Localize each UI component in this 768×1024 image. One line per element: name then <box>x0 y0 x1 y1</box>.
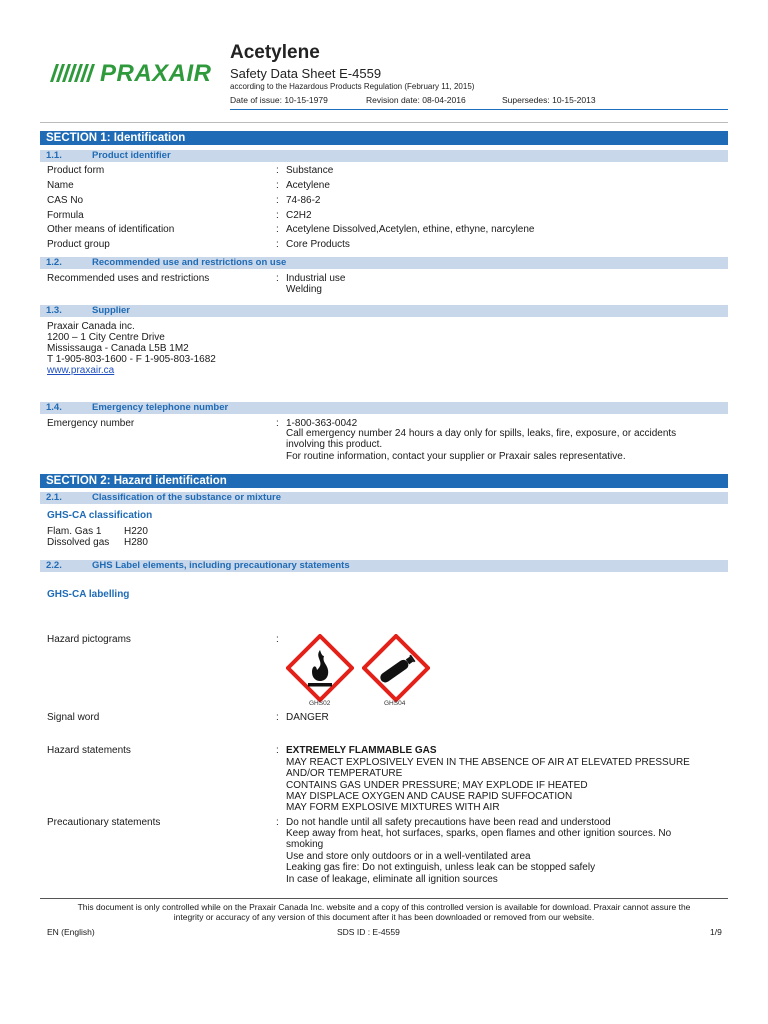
gas-cylinder-icon <box>362 634 430 702</box>
regulation-note: according to the Hazardous Products Regulation (February 11, 2015) <box>230 82 475 91</box>
signal-word-value: DANGER <box>286 712 329 723</box>
logo-text: PRAXAIR <box>100 60 212 87</box>
pictogram-2-caption: GHS04 <box>384 700 406 707</box>
colon: : <box>276 817 279 828</box>
colon: : <box>276 239 279 250</box>
subsection-2-2-header <box>40 560 728 572</box>
colon: : <box>276 210 279 221</box>
footer-language: EN (English) <box>47 927 95 937</box>
colon: : <box>276 195 279 206</box>
hazard-statement: MAY FORM EXPLOSIVE MIXTURES WITH AIR <box>286 802 500 813</box>
other-id-value: Acetylene Dissolved,Acetylen, ethine, ethyne, narcylene <box>286 224 535 235</box>
ghs-classification-heading: GHS-CA classification <box>47 510 153 521</box>
colon: : <box>276 418 279 429</box>
subsection-title: Product identifier <box>92 150 171 161</box>
document-subtitle: Safety Data Sheet E-4559 <box>230 66 382 81</box>
header-divider <box>40 122 728 123</box>
subsection-1-2-header <box>40 257 728 269</box>
name-label: Name <box>47 180 74 191</box>
subsection-title: Emergency telephone number <box>92 402 229 413</box>
subsection-1-1-header <box>40 150 728 162</box>
section-2-header <box>40 474 728 488</box>
product-form-label: Product form <box>47 165 105 176</box>
emergency-note-3: For routine information, contact your supplier or Praxair sales representative. <box>286 451 626 462</box>
colon: : <box>276 165 279 176</box>
colon: : <box>276 712 279 723</box>
subsection-title: Supplier <box>92 305 131 316</box>
precaution-statement: Leaking gas fire: Do not extinguish, unless leak can be stopped safely <box>286 862 596 873</box>
precautionary-statements-label: Precautionary statements <box>47 817 161 828</box>
supersedes-date: Supersedes: 10-15-2013 <box>502 95 596 105</box>
subsection-number: 1.4. <box>46 402 62 413</box>
hazard-statements-label: Hazard statements <box>47 745 131 756</box>
section-2-title: SECTION 2: Hazard identification <box>46 475 227 487</box>
emergency-label: Emergency number <box>47 418 135 429</box>
colon: : <box>276 180 279 191</box>
uses-value-2: Welding <box>286 284 322 295</box>
emergency-note-1: Call emergency number 24 hours a day only for spills, leaks, fire, exposure, or accidents <box>286 428 677 439</box>
hazard-statement: EXTREMELY FLAMMABLE GAS <box>286 745 437 756</box>
footer-notice <box>40 902 728 922</box>
footer-page-number: 1/9 <box>710 927 722 937</box>
class-1-name: Flam. Gas 1 <box>47 526 102 537</box>
signal-word-label: Signal word <box>47 712 100 723</box>
product-form-value: Substance <box>286 165 334 176</box>
pictogram-1-caption: GHS02 <box>309 700 331 707</box>
class-2-name: Dissolved gas <box>47 537 110 548</box>
product-group-value: Core Products <box>286 239 350 250</box>
product-group-label: Product group <box>47 239 110 250</box>
uses-label: Recommended uses and restrictions <box>47 273 210 284</box>
praxair-logo <box>46 58 226 88</box>
subsection-1-3-header <box>40 305 728 317</box>
subsection-number: 1.2. <box>46 257 62 268</box>
precaution-statement: Use and store only outdoors or in a well-ventilated area <box>286 851 531 862</box>
cas-label: CAS No <box>47 195 84 206</box>
colon: : <box>276 634 279 645</box>
supplier-phone: T 1-905-803-1600 - F 1-905-803-1682 <box>47 354 216 365</box>
subsection-1-4-header <box>40 402 728 414</box>
pictograms-label: Hazard pictograms <box>47 634 131 645</box>
precaution-statement: Keep away from heat, hot surfaces, sparks, open flames and other ignition sources. No <box>286 828 672 839</box>
class-2-code: H280 <box>124 537 148 548</box>
formula-value: C2H2 <box>286 210 312 221</box>
subsection-number: 1.1. <box>46 150 62 161</box>
subsection-2-1-header <box>40 492 728 504</box>
flame-icon <box>286 634 354 702</box>
subsection-number: 2.1. <box>46 492 62 503</box>
footer-sds-id: SDS ID : E-4559 <box>337 927 400 937</box>
class-1-code: H220 <box>124 526 148 537</box>
uses-value-1: Industrial use <box>286 273 346 284</box>
subsection-title: Recommended use and restrictions on use <box>92 257 287 268</box>
precaution-statement: Do not handle until all safety precautions have been read and understood <box>286 817 611 828</box>
ghs-labelling-heading: GHS-CA labelling <box>47 589 130 600</box>
date-of-issue: Date of issue: 10-15-1979 <box>230 95 328 105</box>
emergency-phone: 1-800-363-0042 <box>286 418 358 429</box>
section-1-header <box>40 131 728 145</box>
formula-label: Formula <box>47 210 84 221</box>
name-value: Acetylene <box>286 180 330 191</box>
revision-date: Revision date: 08-04-2016 <box>366 95 466 105</box>
document-title: Acetylene <box>230 42 320 63</box>
precaution-statement: In case of leakage, eliminate all ignition sources <box>286 874 498 885</box>
supplier-address-1: 1200 – 1 City Centre Drive <box>47 332 165 343</box>
hazard-statement: AND/OR TEMPERATURE <box>286 768 403 779</box>
hazard-statement: MAY DISPLACE OXYGEN AND CAUSE RAPID SUFFOCATION <box>286 791 573 802</box>
supplier-website-link[interactable]: www.praxair.ca <box>47 365 115 376</box>
precaution-statement: smoking <box>286 839 324 850</box>
emergency-note-2: involving this product. <box>286 439 383 450</box>
footer-rule <box>40 898 728 899</box>
subsection-title: GHS Label elements, including precautionary statements <box>92 560 350 571</box>
colon: : <box>276 273 279 284</box>
other-id-label: Other means of identification <box>47 224 175 235</box>
subsection-title: Classification of the substance or mixture <box>92 492 281 503</box>
header-rule <box>230 109 728 110</box>
section-1-title: SECTION 1: Identification <box>46 132 186 144</box>
hazard-statement: CONTAINS GAS UNDER PRESSURE; MAY EXPLODE IF HEATED <box>286 780 588 791</box>
subsection-number: 2.2. <box>46 560 62 571</box>
hazard-statement: MAY REACT EXPLOSIVELY EVEN IN THE ABSENCE OF AIR AT ELEVATED PRESSURE <box>286 757 690 768</box>
subsection-number: 1.3. <box>46 305 62 316</box>
footer-notice-line-1: This document is only controlled while on the Praxair Canada Inc. website and a copy of this controlled version is available for download. Praxair cannot assure the <box>77 902 691 912</box>
supplier-address-2: Mississauga - Canada L5B 1M2 <box>47 343 189 354</box>
cas-value: 74-86-2 <box>286 195 321 206</box>
supplier-name: Praxair Canada inc. <box>47 321 135 332</box>
footer-notice-line-2: integrity or accuracy of any version of this document after it has been downloaded or removed from our website. <box>173 912 595 922</box>
colon: : <box>276 224 279 235</box>
colon: : <box>276 745 279 756</box>
